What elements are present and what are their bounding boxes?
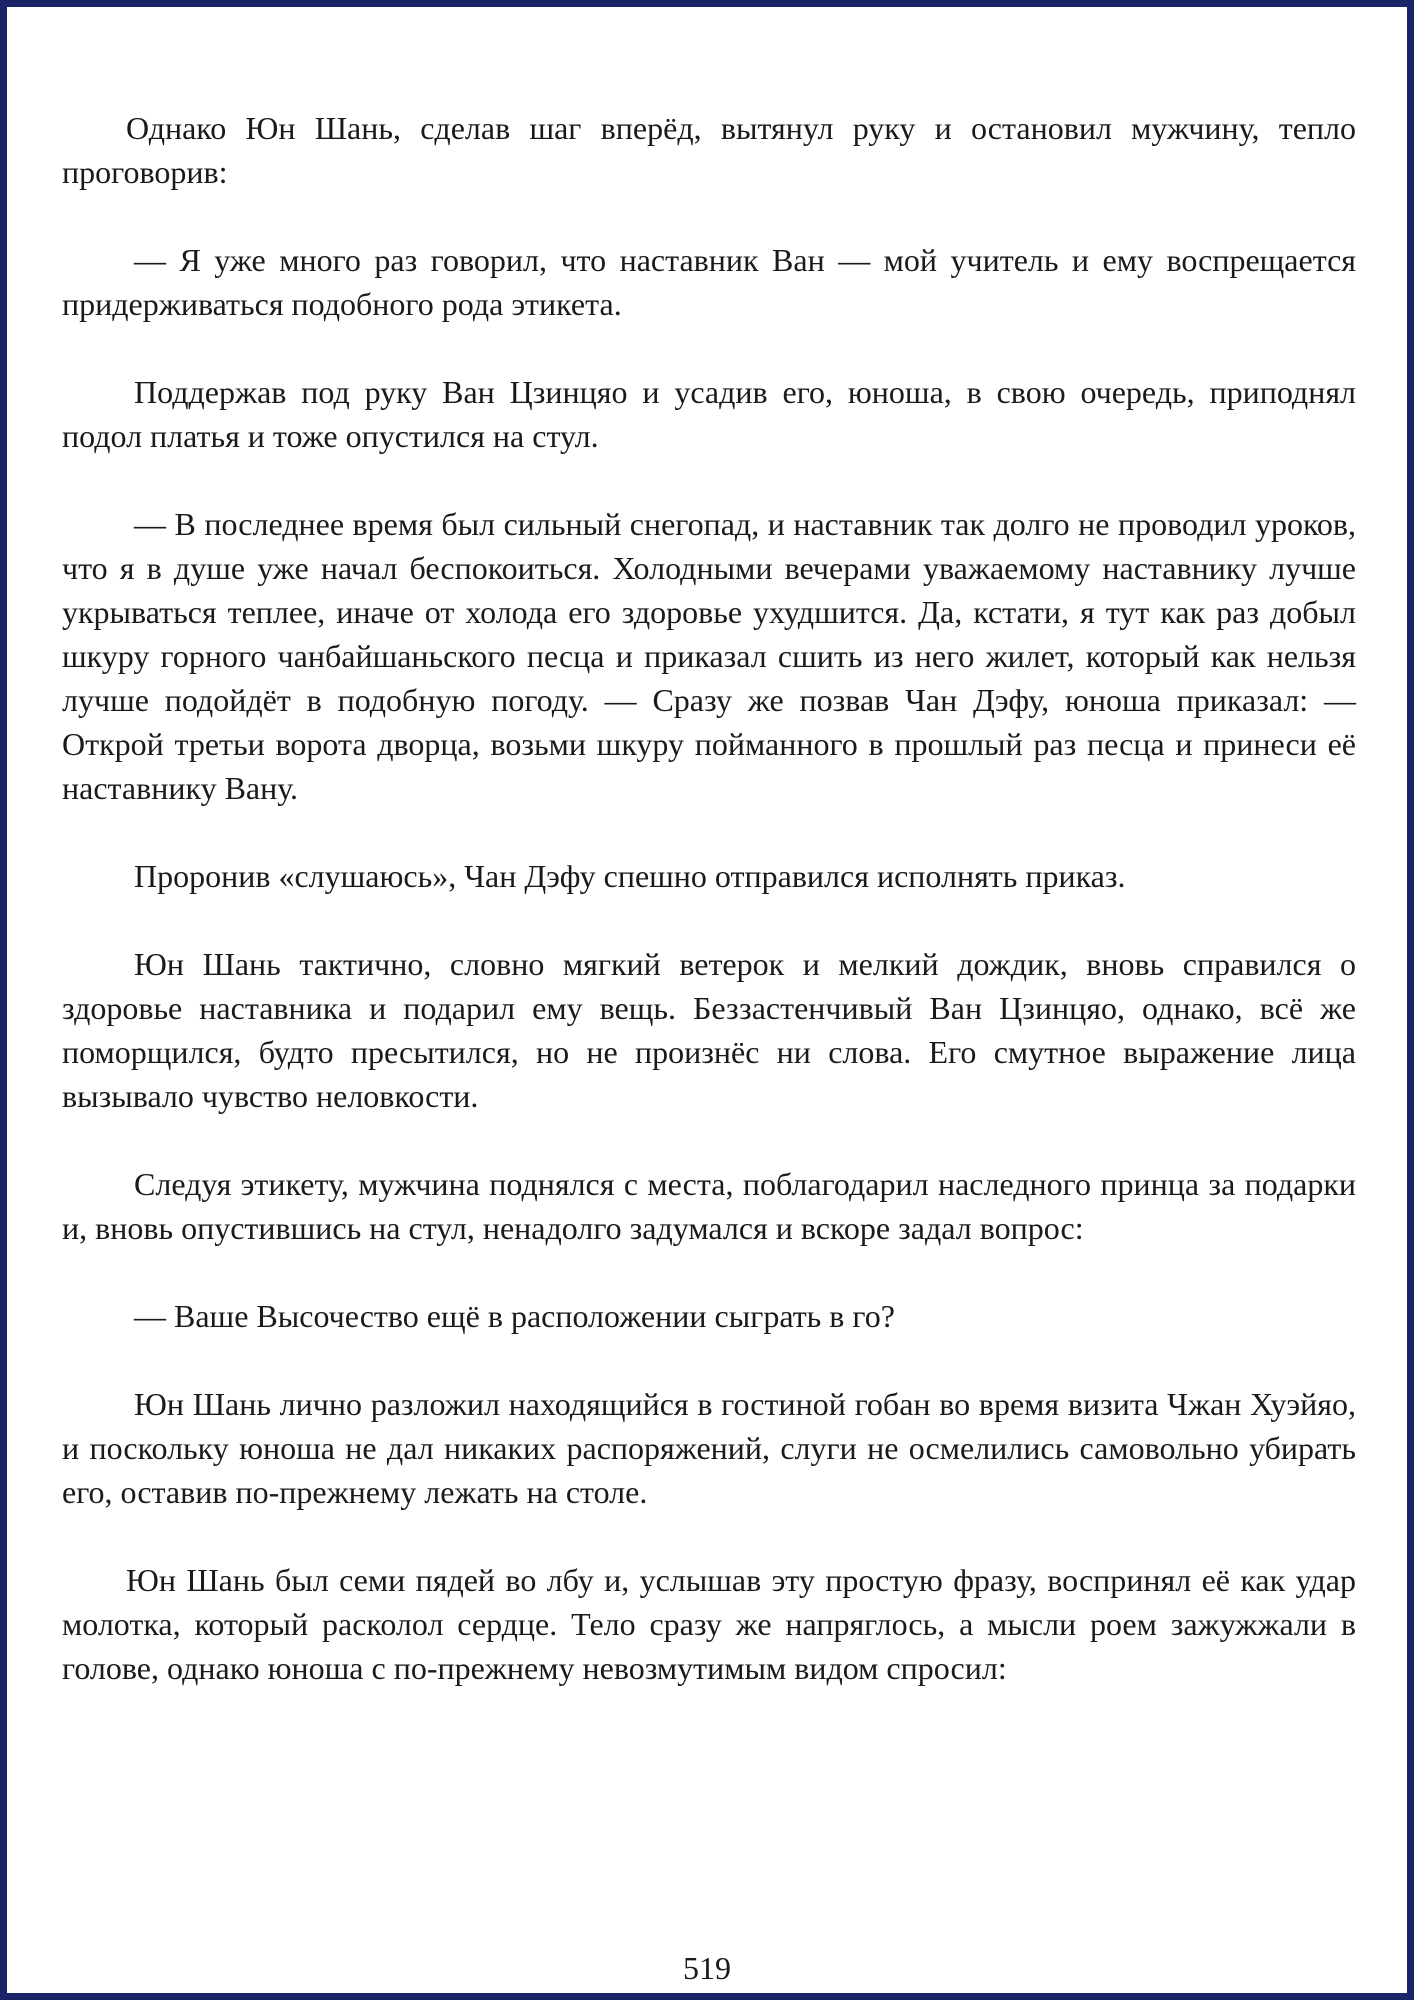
paragraph-2: — Я уже много раз говорил, что наставник Ван — мой учитель и ему воспрещается придерживаться подобного рода этикета. [62,242,1356,322]
paragraph-4: — В последнее время был сильный снегопад, и наставник так долго не проводил уроков, что я в душе уже начал беспокоиться. Холодными вечерами уважаемому наставнику лучше укрываться теплее, иначе от холода его здоровье ухудшится. Да, кстати, я тут как раз добыл шкуру горного чанбайшаньского песца и приказал сшить из него жилет, который как нельзя лучше подойдёт в подобную погоду. — Сразу же позвав Чан Дэфу, юноша приказал: — Открой третьи ворота дворца, возьми шкуру пойманного в прошлый раз песца и принеси её наставнику Вану. [62,506,1356,806]
paragraph-3: Поддержав под руку Ван Цзинцяо и усадив его, юноша, в свою очередь, приподнял подол платья и тоже опустился на стул. [62,374,1356,454]
paragraph-10: Юн Шань был семи пядей во лбу и, услышав эту простую фразу, воспринял её как удар молотка, который расколол сердце. Тело сразу же напряглось, а мысли роем зажужжали в голове, однако юноша с по-прежнему невозмутимым видом спросил: [62,1562,1356,1686]
page-body [62,106,1356,1734]
paragraph-7: Следуя этикету, мужчина поднялся с места, поблагодарил наследного принца за подарки и, вновь опустившись на стул, ненадолго задумался и вскоре задал вопрос: [62,1166,1356,1246]
paragraph-8: — Ваше Высочество ещё в расположении сыграть в го? [134,1298,895,1334]
paragraph-6: Юн Шань тактично, словно мягкий ветерок и мелкий дождик, вновь справился о здоровье наставника и подарил ему вещь. Беззастенчивый Ван Цзинцяо, однако, всё же поморщился, будто пресытился, но не произнёс ни слова. Его смутное выражение лица вызывало чувство неловкости. [62,946,1356,1114]
paragraph-5: Проронив «слушаюсь», Чан Дэфу спешно отправился исполнять приказ. [134,858,1126,894]
page-number: 519 [683,1950,731,1986]
paragraph-1: Однако Юн Шань, сделав шаг вперёд, вытянул руку и остановил мужчину, тепло проговорив: [62,110,1356,190]
paragraph-9: Юн Шань лично разложил находящийся в гостиной гобан во время визита Чжан Хуэйяо, и поскольку юноша не дал никаких распоряжений, слуги не осмелились самовольно убирать его, оставив по-прежнему лежать на столе. [62,1386,1356,1510]
